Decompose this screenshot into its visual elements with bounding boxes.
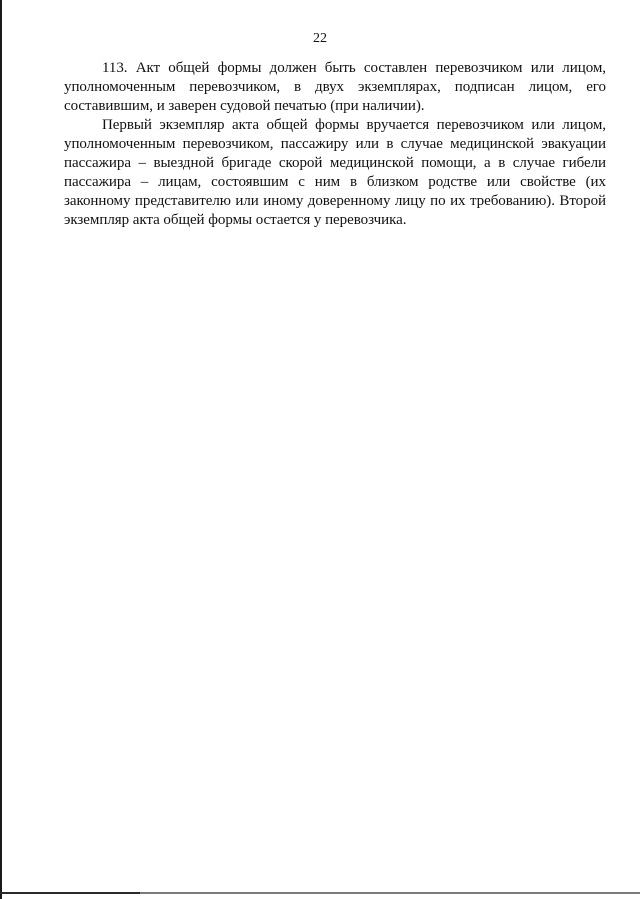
paragraph-first-copy: Первый экземпляр акта общей формы вручается перевозчиком или лицом, уполномоченным перевозчиком, пассажиру или в случае медицинской эвакуации пассажира – выездной бригаде скорой медицинской помощи, а в случае гибели пассажира – лицам, состоявшим с ним в близком родстве или свойстве (их законному представителю или иному доверенному лицу по их требованию). Второй экземпляр акта общей формы остается у перевозчика. — [64, 117, 606, 228]
paragraph-113: 113. Акт общей формы должен быть составлен перевозчиком или лицом, уполномоченным перевозчиком, в двух экземплярах, подписан лицом, его составившим, и заверен судовой печатью (при наличии). — [64, 60, 606, 114]
scan-bottom-edge-dark — [0, 892, 140, 894]
document-body — [64, 59, 606, 230]
scan-left-edge — [0, 0, 2, 899]
page-number: 22 — [313, 31, 327, 46]
